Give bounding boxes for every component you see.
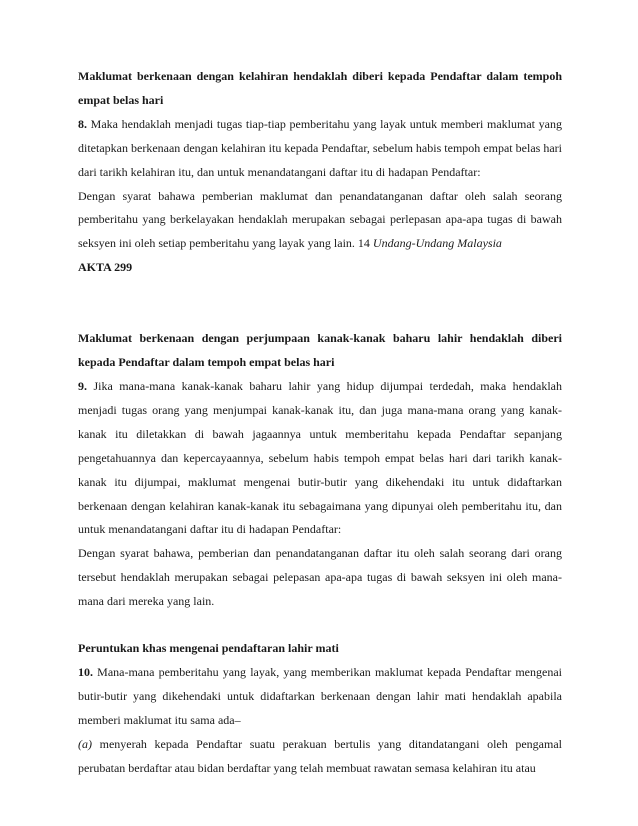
section-8-heading: Maklumat berkenaan dengan kelahiran hendaklah diberi kepada Pendaftar dalam tempoh empat belas hari: [78, 69, 562, 107]
section-8-proviso: [78, 185, 562, 257]
section-10-item-a: [78, 733, 562, 781]
section-9-number: 9.: [78, 378, 87, 393]
section-8-body: [78, 113, 562, 185]
section-10-text: Mana-mana pemberitahu yang layak, yang memberikan maklumat kepada Pendaftar mengenai butir-butir yang dikehendaki untuk didaftarkan berkenaan dengan lahir mati hendaklah apabila memberi maklumat itu sama ada–: [78, 664, 562, 727]
section-8-text: Maka hendaklah menjadi tugas tiap-tiap pemberitahu yang layak untuk memberi maklumat yang ditetapkan berkenaan dengan kelahiran itu kepada Pendaftar, sebelum habis tempoh empat belas hari dari tarikh kelahiran itu, dan untuk menandatangani daftar itu di hadapan Pendaftar:: [78, 116, 562, 179]
section-8-proviso-italic: Undang-Undang Malaysia: [372, 236, 502, 251]
section-9-body: [78, 375, 562, 542]
section-9-proviso: Dengan syarat bahawa, pemberian dan penandatanganan daftar itu oleh salah seorang dari orang tersebut hendaklah merupakan sebagai pelepasan apa-apa tugas di bawah seksyen ini oleh mana-mana dari mereka yang lain.: [78, 546, 562, 609]
section-10-heading: Peruntukan khas mengenai pendaftaran lahir mati: [78, 641, 339, 656]
section-10-number: 10.: [78, 664, 93, 679]
item-a-label: (a): [78, 736, 92, 751]
section-spacer: [78, 614, 562, 637]
section-8-proviso-text: Dengan syarat bahawa pemberian maklumat dan penandatanganan daftar oleh salah seorang pemberitahu yang berkelayakan hendaklah merupakan sebagai perlepasan apa-apa tugas di bawah seksyen ini oleh setiap pemberitahu yang layak yang lain. 14: [78, 188, 562, 251]
section-8-number: 8.: [78, 116, 87, 131]
section-10-body: [78, 661, 562, 733]
section-9-heading: Maklumat berkenaan dengan perjumpaan kanak-kanak baharu lahir hendaklah diberi kepada Pendaftar dalam tempoh empat belas hari: [78, 331, 562, 370]
section-spacer: [78, 280, 562, 327]
section-9-text: Jika mana-mana kanak-kanak baharu lahir yang hidup dijumpai terdedah, maka hendaklah menjadi tugas orang yang menjumpai kanak-kanak itu, dan juga mana-mana orang yang kanak-kanak itu diletakkan di bawah jagaannya untuk memberitahu kepada Pendaftar sepanjang pengetahuannya dan kepercayaannya, sebelum habis tempoh empat belas hari dari tarikh kanak-kanak itu dijumpai, maklumat mengenai butir-butir yang dikehendaki itu untuk didaftarkan berkenaan dengan kelahiran kanak-kanak itu sebagaimana yang dipunyai oleh pemberitahu itu, dan untuk menandatangani daftar itu di hadapan Pendaftar:: [78, 378, 562, 537]
document-page: [78, 65, 562, 780]
akta-label: AKTA 299: [78, 260, 133, 275]
item-a-text: menyerah kepada Pendaftar suatu perakuan bertulis yang ditandatangani oleh pengamal perubatan berdaftar atau bidan berdaftar yang telah membuat rawatan semasa kelahiran itu atau: [78, 736, 562, 775]
